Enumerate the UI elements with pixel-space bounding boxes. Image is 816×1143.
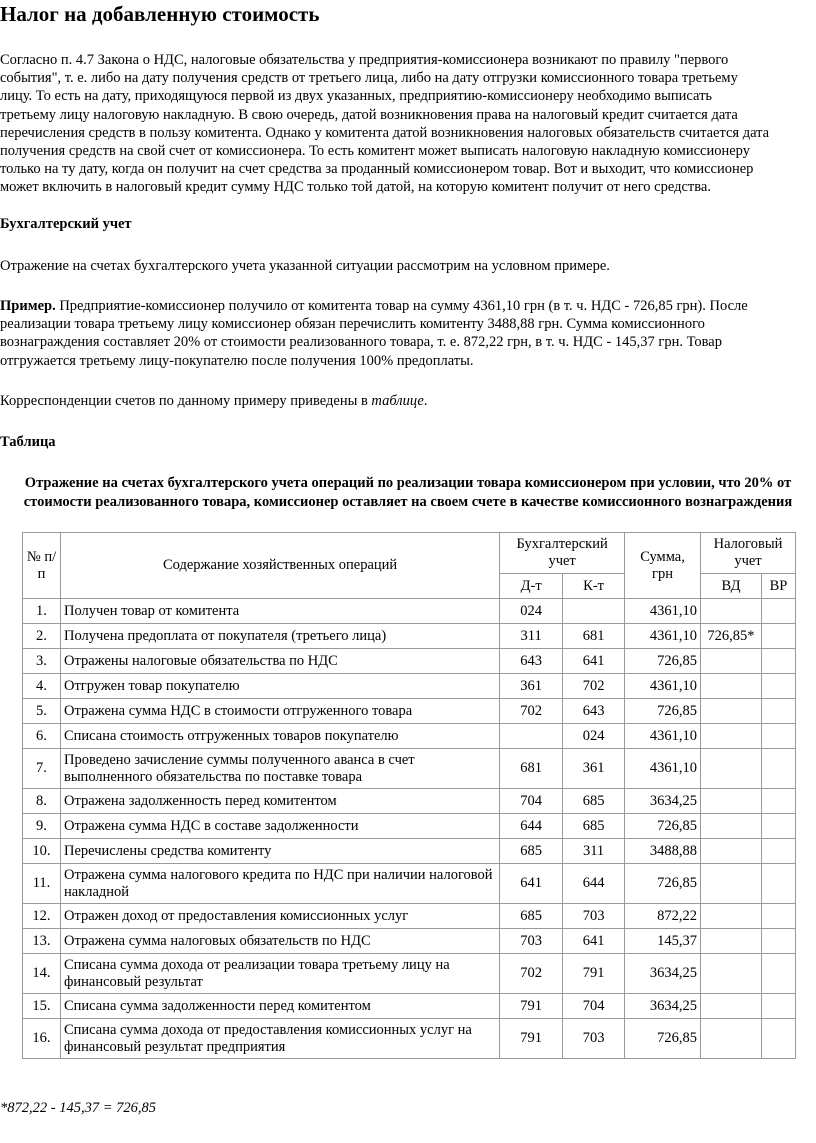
row-operation: Отражена задолженность перед комитентом xyxy=(61,789,500,814)
row-vd xyxy=(701,649,762,674)
row-number: 6. xyxy=(23,724,61,749)
table-row xyxy=(23,674,796,699)
row-operation: Отгружен товар покупателю xyxy=(61,674,500,699)
row-operation: Отражены налоговые обязательства по НДС xyxy=(61,649,500,674)
row-debit xyxy=(500,724,563,749)
row-vd: 726,85* xyxy=(701,624,762,649)
row-number: 15. xyxy=(23,994,61,1019)
header-debit: Д-т xyxy=(500,574,563,599)
row-sum: 145,37 xyxy=(625,929,701,954)
row-number: 2. xyxy=(23,624,61,649)
row-credit: 641 xyxy=(563,929,625,954)
intro-line: только на ту дату, когда он получит на счет средства за проданный комиссионером товар. Вот и выходит, что комиссионер xyxy=(0,161,754,178)
row-operation: Списана стоимость отгруженных товаров покупателю xyxy=(61,724,500,749)
table-row xyxy=(23,649,796,674)
row-number: 3. xyxy=(23,649,61,674)
example-line: реализации товара третьему лицу комиссионер обязан перечислить комитенту 3488,88 грн. Сумма комиссионного xyxy=(0,316,705,333)
row-operation: Отражена сумма налогового кредита по НДС при наличии налоговой накладной xyxy=(61,864,500,904)
row-number: 12. xyxy=(23,904,61,929)
row-credit: 643 xyxy=(563,699,625,724)
row-debit: 641 xyxy=(500,864,563,904)
row-credit: 644 xyxy=(563,864,625,904)
row-operation: Перечислены средства комитенту xyxy=(61,839,500,864)
row-vr xyxy=(762,749,796,789)
table-row xyxy=(23,789,796,814)
row-vd xyxy=(701,724,762,749)
row-vd xyxy=(701,674,762,699)
row-number: 8. xyxy=(23,789,61,814)
row-number: 14. xyxy=(23,954,61,994)
example-line: отгружается третьему лицу-покупателю после получения 100% предоплаты. xyxy=(0,352,474,369)
example-label: Пример. xyxy=(0,298,56,314)
header-vr: ВР xyxy=(762,574,796,599)
row-debit: 704 xyxy=(500,789,563,814)
row-vd xyxy=(701,1019,762,1059)
row-debit: 791 xyxy=(500,994,563,1019)
row-debit: 791 xyxy=(500,1019,563,1059)
row-operation: Отражена сумма НДС в составе задолженности xyxy=(61,814,500,839)
header-content: Содержание хозяйственных операций xyxy=(61,533,500,599)
row-credit: 791 xyxy=(563,954,625,994)
row-vr xyxy=(762,954,796,994)
row-number: 10. xyxy=(23,839,61,864)
row-vd xyxy=(701,954,762,994)
page-title: Налог на добавленную стоимость xyxy=(0,2,320,26)
row-vr xyxy=(762,994,796,1019)
intro-paragraph xyxy=(0,51,816,197)
correspondence-end: . xyxy=(423,393,428,409)
table-row xyxy=(23,994,796,1019)
row-debit: 361 xyxy=(500,674,563,699)
intro-line: получения средств на свой счет от комиссионера. То есть комитент может выписать налоговую накладную комиссионеру xyxy=(0,143,750,160)
row-vd xyxy=(701,839,762,864)
row-vr xyxy=(762,789,796,814)
row-vr xyxy=(762,699,796,724)
table-link[interactable]: таблице xyxy=(371,393,424,409)
row-debit: 685 xyxy=(500,839,563,864)
row-credit: 703 xyxy=(563,1019,625,1059)
row-vd xyxy=(701,864,762,904)
row-credit: 024 xyxy=(563,724,625,749)
row-vr xyxy=(762,724,796,749)
intro-line: перечисления средств в пользу комитента. Однако у комитента датой возникновения налоговых обязательств считается дата xyxy=(0,124,770,141)
intro-line: третьему лицу налоговую накладную. В свою очередь, датой возникновения права на налоговый кредит считается дата xyxy=(0,106,738,123)
row-credit: 685 xyxy=(563,814,625,839)
row-number: 4. xyxy=(23,674,61,699)
row-sum: 4361,10 xyxy=(625,624,701,649)
row-operation: Списана сумма задолженности перед комитентом xyxy=(61,994,500,1019)
row-debit: 644 xyxy=(500,814,563,839)
row-vd xyxy=(701,699,762,724)
row-vd xyxy=(701,789,762,814)
table-row xyxy=(23,864,796,904)
row-operation: Отражена сумма НДС в стоимости отгруженного товара xyxy=(61,699,500,724)
section-heading-accounting: Бухгалтерский учет xyxy=(0,216,132,232)
row-sum: 4361,10 xyxy=(625,749,701,789)
row-debit: 685 xyxy=(500,904,563,929)
row-vd xyxy=(701,599,762,624)
row-credit: 702 xyxy=(563,674,625,699)
table-row xyxy=(23,599,796,624)
row-number: 11. xyxy=(23,864,61,904)
row-debit: 703 xyxy=(500,929,563,954)
row-credit xyxy=(563,599,625,624)
row-credit: 641 xyxy=(563,649,625,674)
row-sum: 872,22 xyxy=(625,904,701,929)
table-row xyxy=(23,904,796,929)
row-credit: 361 xyxy=(563,749,625,789)
intro-line: может включить в налоговый кредит сумму НДС только той датой, на которую комитент получит от него средства. xyxy=(0,179,711,196)
header-number: № п/п xyxy=(23,533,61,599)
header-sum: Сумма, грн xyxy=(625,533,701,599)
table-row xyxy=(23,724,796,749)
table-heading: Таблица xyxy=(0,434,56,450)
row-sum: 3634,25 xyxy=(625,789,701,814)
table-header xyxy=(23,533,796,599)
row-operation: Списана сумма дохода от реализации товара третьему лицу на финансовый результат xyxy=(61,954,500,994)
intro-line: Согласно п. 4.7 Закона о НДС, налоговые обязательства у предприятия-комиссионера возникают по правилу "первого xyxy=(0,52,729,68)
row-vr xyxy=(762,624,796,649)
row-operation: Получена предоплата от покупателя (третьего лица) xyxy=(61,624,500,649)
row-number: 1. xyxy=(23,599,61,624)
row-vr xyxy=(762,839,796,864)
table-row xyxy=(23,839,796,864)
example-paragraph xyxy=(0,297,816,370)
row-debit: 681 xyxy=(500,749,563,789)
row-operation: Получен товар от комитента xyxy=(61,599,500,624)
intro-line: события", т. е. либо на дату получения средств от третьего лица, либо на дату отгрузки комиссионного товара третьему xyxy=(0,70,738,87)
row-number: 9. xyxy=(23,814,61,839)
table-row xyxy=(23,699,796,724)
row-debit: 702 xyxy=(500,954,563,994)
row-vr xyxy=(762,649,796,674)
header-tax: Налоговый учет xyxy=(701,533,796,574)
row-vd xyxy=(701,814,762,839)
row-credit: 703 xyxy=(563,904,625,929)
row-debit: 024 xyxy=(500,599,563,624)
row-number: 16. xyxy=(23,1019,61,1059)
operations-table xyxy=(22,532,796,1059)
row-operation: Проведено зачисление суммы полученного аванса в счет выполненного обязательства по поставке товара xyxy=(61,749,500,789)
row-number: 5. xyxy=(23,699,61,724)
header-accounting: Бухгалтерский учет xyxy=(500,533,625,574)
row-credit: 704 xyxy=(563,994,625,1019)
row-vr xyxy=(762,1019,796,1059)
row-sum: 3634,25 xyxy=(625,954,701,994)
table-row xyxy=(23,1019,796,1059)
row-vr xyxy=(762,599,796,624)
table-row xyxy=(23,749,796,789)
table-row xyxy=(23,954,796,994)
caption-line: Отражение на счетах бухгалтерского учета операций по реализации товара комиссионером при условии, что 20% от xyxy=(24,475,792,491)
row-vr xyxy=(762,929,796,954)
row-operation: Отражена сумма налоговых обязательств по НДС xyxy=(61,929,500,954)
row-sum: 726,85 xyxy=(625,1019,701,1059)
correspondence-text: Корреспонденции счетов по данному примеру приведены в xyxy=(0,393,372,409)
header-vd: ВД xyxy=(701,574,762,599)
row-operation: Отражен доход от предоставления комиссионных услуг xyxy=(61,904,500,929)
caption-line: стоимости реализованного товара, комиссионер оставляет на своем счете в качестве комиссионного вознаграждения xyxy=(23,493,793,510)
row-vr xyxy=(762,814,796,839)
row-sum: 3488,88 xyxy=(625,839,701,864)
row-vd xyxy=(701,994,762,1019)
row-sum: 4361,10 xyxy=(625,674,701,699)
row-credit: 311 xyxy=(563,839,625,864)
row-vd xyxy=(701,904,762,929)
row-sum: 726,85 xyxy=(625,814,701,839)
table-row xyxy=(23,624,796,649)
example-line: Предприятие-комиссионер получило от комитента товар на сумму 4361,10 грн (в т. ч. НДС - 726,85 грн). После xyxy=(55,298,748,314)
row-vr xyxy=(762,674,796,699)
row-operation: Списана сумма дохода от предоставления комиссионных услуг на финансовый результат предприятия xyxy=(61,1019,500,1059)
row-credit: 681 xyxy=(563,624,625,649)
table-body xyxy=(23,599,796,1059)
row-sum: 726,85 xyxy=(625,864,701,904)
example-line: вознаграждения составляет 20% от стоимости реализованного товара, т. е. 872,22 грн, в т. ч. НДС - 145,37 грн. Товар xyxy=(0,334,722,351)
row-debit: 643 xyxy=(500,649,563,674)
row-debit: 311 xyxy=(500,624,563,649)
table-caption xyxy=(0,474,816,511)
row-vr xyxy=(762,904,796,929)
row-credit: 685 xyxy=(563,789,625,814)
row-vd xyxy=(701,929,762,954)
row-sum: 4361,10 xyxy=(625,724,701,749)
row-number: 7. xyxy=(23,749,61,789)
row-sum: 726,85 xyxy=(625,649,701,674)
row-debit: 702 xyxy=(500,699,563,724)
row-sum: 4361,10 xyxy=(625,599,701,624)
row-vd xyxy=(701,749,762,789)
row-vr xyxy=(762,864,796,904)
table-row xyxy=(23,929,796,954)
correspondence-paragraph xyxy=(0,392,816,410)
row-sum: 726,85 xyxy=(625,699,701,724)
row-number: 13. xyxy=(23,929,61,954)
row-sum: 3634,25 xyxy=(625,994,701,1019)
accounting-paragraph: Отражение на счетах бухгалтерского учета указанной ситуации рассмотрим на условном примере. xyxy=(0,258,610,274)
header-credit: К-т xyxy=(563,574,625,599)
table-row xyxy=(23,814,796,839)
footnote: *872,22 - 145,37 = 726,85 xyxy=(0,1100,156,1116)
intro-line: лицу. То есть на дату, приходящуюся первой из двух указанных, предприятию-комиссионеру необходимо выписать xyxy=(0,88,713,105)
